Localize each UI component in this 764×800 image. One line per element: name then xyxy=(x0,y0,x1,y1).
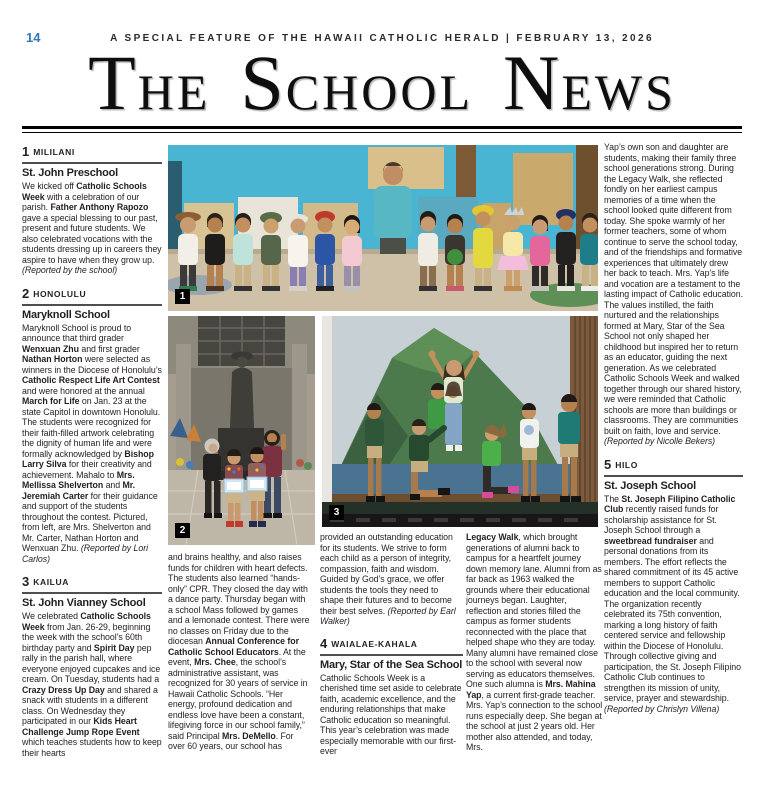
photo-preschool-classroom xyxy=(168,145,598,311)
article-st-john-preschool xyxy=(22,142,162,276)
article-body: Yap’s own son and daughter are students, making their family three school generations strong. During the Legacy Walk, she reflected fondly on her earliest campus memories of a time when the school looked quite different from today. She spoke warmly of her former teachers, some of whom continue to serve the school today, and of the friendships and formative experiences that ultimately drew her back to teach. Mrs. Yap’s life and vocation are a testament to the lasting impact of Catholic education. The values instilled, the faith nurtured and the relationships formed at Mary, Star of the Sea School not only shaped her childhood but inspired her to return as an educator, guiding the next generation. As we celebrated Catholic Schools Week and walked together through our shared history, we were reminded that Catholic schools are more than buildings or classrooms. They are communities built on faith, love and service. (Reported by Nicolle Bekers) xyxy=(604,142,743,446)
masthead-word: NEWS xyxy=(503,39,676,126)
school-name: Mary, Star of the Sea School xyxy=(320,658,463,671)
section-location: WAIALAE-KAHALA xyxy=(331,638,418,649)
page-number: 14 xyxy=(26,30,41,45)
school-name: St. Joseph School xyxy=(604,479,696,492)
article-st-joseph-school xyxy=(604,455,743,715)
section-head-1 xyxy=(22,142,162,164)
masthead-title xyxy=(0,39,764,126)
article-body: Catholic Schools Week is a cherished time set aside to celebrate faith, academic excellence, and the enduring relationships that make Catholic education so meaningful. This year’s celebration was made especially memorable with our first-ever xyxy=(320,672,462,756)
photo-badge-1: 1 xyxy=(175,289,190,304)
column-2-continuation: and brains healthy, and also raises funds for children with heart defects. The students also learned “hands-only” CPR. They closed the day with a dance party. Thursday began with a school Mass followed by games and a lemonade contest. There were no classes on Friday due to the diocesan Annual Conference for Catholic School Educators. At the event, Mrs. Chee, the school’s administrative assistant, was recognized for 30 years of service in Hawaii Catholic Schools. “Her energy, profound dedication and endless love have been a constant, lifegiving force in our school family,” said Principal Mrs. DeMello. For over 60 years, our school has xyxy=(168,552,310,751)
section-number: 4 xyxy=(320,635,328,651)
mural-illustration xyxy=(322,316,598,527)
photo-capitol-statue xyxy=(168,316,315,545)
section-head-4 xyxy=(320,634,463,656)
article-body: provided an outstanding education for its students. We strive to form each child as a person of integrity, compassion, faith and wisdom. Guided by God’s grace, we offer students the tools they need to shape their futures and to become their best selves. (Reported by Earl Walker) xyxy=(320,532,456,626)
section-head-3 xyxy=(22,572,162,594)
classroom-illustration xyxy=(168,145,598,311)
article-body: We kicked off Catholic Schools Week with a celebration of our parish. Father Anthony Rapozo gave a special blessing to our past, present and future students. We also celebrated vocations with the students dressing up in careers they aspire to have when they grow up. (Reported by the school) xyxy=(22,181,162,275)
section-location: KAILUA xyxy=(33,577,69,587)
photo-stage-mural xyxy=(322,316,598,527)
school-name: St. John Preschool xyxy=(22,167,119,179)
statue-illustration xyxy=(168,316,315,545)
section-number: 5 xyxy=(604,456,612,472)
section-number: 3 xyxy=(22,574,30,589)
article-maryknoll-school xyxy=(22,284,162,565)
section-location: MILILANI xyxy=(33,147,75,157)
section-head-2 xyxy=(22,284,162,306)
column-4-continuation: Legacy Walk, which brought generations of alumni back to campus for a heartfelt journey down memory lane. Alumni from as far back as 1963 walked the grounds where their educational journeys began. Laughter, reflection and stories filled the campus as former students reconnected with the place that helped shape who they are today. Many alumni have remained close to the school with several now serving as educators themselves. One such alumna is Mrs. Mahina Yap, a current first-grade teacher. Mrs. Yap’s connection to the school runs especially deep. She began at the school at just 2 years old. Her mother also attended, and today, Mrs. xyxy=(466,532,603,752)
masthead-word: THE xyxy=(88,39,211,126)
school-name: Maryknoll School xyxy=(22,308,110,321)
article-body: The St. Joseph Filipino Catholic Club recently raised funds for scholarship assistance for St. Joseph School through a sweetbread fundraiser and personal donations from its members. The effort reflects the shared commitment of its 45 active members to support Catholic education and the local community. The organization recently celebrated its 75th convention, marking a long history of faith centered service and fellowship within the Diocese of Honolulu. Through collective giving and participation, the St. Joseph Filipino Catholic Club continues to strengthen its mission of unity, service, prayer and stewardship. (Reported by Chrislyn Villena) xyxy=(604,493,741,714)
column-1 xyxy=(22,142,162,798)
column-5 xyxy=(604,142,743,798)
photo-badge-2: 2 xyxy=(175,523,190,538)
kicker-headline: A SPECIAL FEATURE OF THE HAWAII CATHOLIC HERALD | FEBRUARY 13, 2026 xyxy=(110,33,654,44)
section-number: 1 xyxy=(22,144,30,159)
article-st-john-vianney xyxy=(22,572,162,758)
article-mary-star-of-the-sea xyxy=(320,634,463,757)
section-number: 2 xyxy=(22,285,30,301)
masthead-double-rule xyxy=(22,126,742,133)
article-body: We celebrated Catholic Schools Week from Jan. 26-29, beginning the week with the school’s 60th birthday party and Spirit Day pep rally in the parish hall, where everyone enjoyed cupcakes and ice cream. On Tuesday, students had a Crazy Dress Up Day and shared a snack with students in a different class. On Wednesday they participated in our Kids Heart Challenge Jump Rope Event which teaches students how to keep their hearts xyxy=(22,611,162,758)
school-name: St. John Vianney School xyxy=(22,597,146,609)
article-body: Maryknoll School is proud to announce that third grader Wenxuan Zhu and first grader Nathan Horton were selected as winners in the Diocese of Honolulu’s Catholic Respect Life Art Contest and were honored at the annual March for Life on Jan. 23 at the state Capitol in downtown Honolulu. The students were recognized for their faith-filled artwork celebrating the dignity of human life and were formally acknowledged by Bishop Larry Silva for their creativity and achievement. Mahalo to Mrs. Mellissa Shelverton and Mr. Jeremiah Carter for their guidance and support of the students throughout the contest. Pictured, from left, are Mrs. Shelverton and Mr. Carter, Nathan Horton and Wenxuan Zhu. (Reported by Lori Carlos) xyxy=(22,322,162,564)
photo-badge-3: 3 xyxy=(329,505,344,520)
section-location: HILO xyxy=(615,459,638,470)
section-head-5 xyxy=(604,455,743,477)
masthead-word: SCHOOL xyxy=(240,39,474,126)
section-location: HONOLULU xyxy=(33,288,87,299)
column-3-continuation xyxy=(320,532,463,798)
